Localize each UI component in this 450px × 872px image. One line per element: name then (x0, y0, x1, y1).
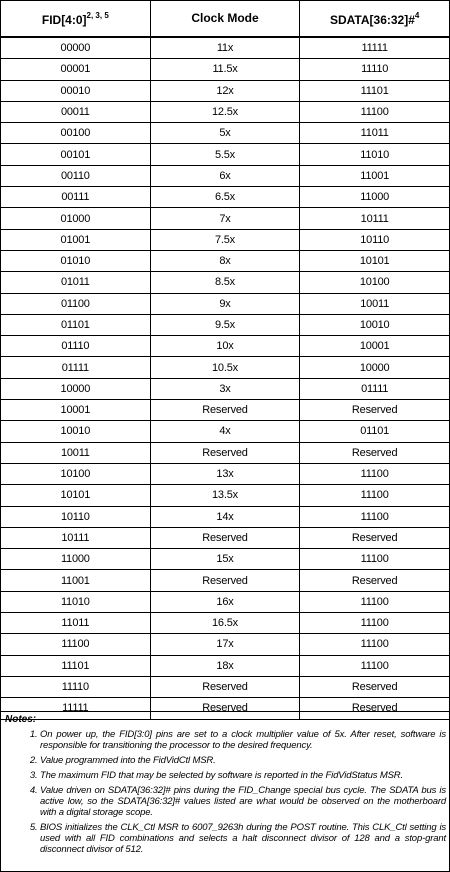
fid-cell: 01000 (1, 208, 151, 229)
clock-mode-cell: 6x (150, 165, 300, 186)
table-row (1, 485, 450, 506)
table-row (1, 676, 450, 697)
column-header-clock-mode: Clock Mode (150, 1, 300, 38)
table-row (1, 506, 450, 527)
fid-cell: 01100 (1, 293, 151, 314)
fid-cell: 11010 (1, 591, 151, 612)
note-item: 2. Value programmed into the FidVidCtl MSR. (40, 755, 446, 766)
clock-mode-cell: 10x (150, 336, 300, 357)
sdata-cell: 10010 (300, 314, 450, 335)
clock-mode-cell: 7x (150, 208, 300, 229)
table-row (1, 421, 450, 442)
fid-cell: 00001 (1, 59, 151, 80)
table-row (1, 272, 450, 293)
sdata-cell: 11001 (300, 165, 450, 186)
fid-cell: 11110 (1, 676, 151, 697)
fid-cell: 00111 (1, 187, 151, 208)
clock-mode-cell: Reserved (150, 442, 300, 463)
table-row (1, 634, 450, 655)
table-body (1, 37, 450, 719)
clock-mode-cell: 12x (150, 80, 300, 101)
clock-mode-cell: Reserved (150, 570, 300, 591)
table-row (1, 123, 450, 144)
sdata-cell: 11100 (300, 463, 450, 484)
clock-mode-cell: 8x (150, 250, 300, 271)
fid-cell: 11100 (1, 634, 151, 655)
table-row (1, 37, 450, 59)
sdata-cell: Reserved (300, 676, 450, 697)
clock-mode-cell: Reserved (150, 527, 300, 548)
clock-mode-cell: 11.5x (150, 59, 300, 80)
sdata-cell: 11100 (300, 485, 450, 506)
fid-cell: 01011 (1, 272, 151, 293)
clock-mode-cell: 5.5x (150, 144, 300, 165)
sdata-cell: Reserved (300, 442, 450, 463)
sdata-cell: 11011 (300, 123, 450, 144)
fid-cell: 01110 (1, 336, 151, 357)
column-header-sdata: SDATA[36:32]#$^4$ (300, 1, 450, 38)
sdata-cell: 10101 (300, 250, 450, 271)
table-row (1, 527, 450, 548)
table-row (1, 314, 450, 335)
clock-mode-cell: Reserved (150, 676, 300, 697)
table-row (1, 101, 450, 122)
clock-mode-cell: 15x (150, 549, 300, 570)
sdata-cell: 11100 (300, 591, 450, 612)
clock-mode-cell: 3x (150, 378, 300, 399)
fid-cell: 10100 (1, 463, 151, 484)
note-item: 3. The maximum FID that may be selected by software is reported in the FidVidStatus MSR. (40, 770, 446, 781)
fid-cell: 11000 (1, 549, 151, 570)
clock-mode-cell: 11x (150, 37, 300, 59)
table-row (1, 400, 450, 421)
sdata-cell: 11111 (300, 37, 450, 59)
note-item: 4. Value driven on SDATA[36:32]# pins during the FID_Change special bus cycle. The SDATA bus is active low, so the SDATA[36:32]# values listed are what would be observed on the motherboard with a digital storage scope. (40, 785, 446, 819)
clock-mode-cell: 13x (150, 463, 300, 484)
fid-cell: 10101 (1, 485, 151, 506)
sdata-cell: 11101 (300, 80, 450, 101)
fid-cell: 11001 (1, 570, 151, 591)
fid-cell: 00000 (1, 37, 151, 59)
sdata-cell: Reserved (300, 400, 450, 421)
clock-mode-cell: 18x (150, 655, 300, 676)
note-item: 5. BIOS initializes the CLK_Ctl MSR to 6007_9263h during the POST routine. This CLK_Ctl setting is used with all FID combinations and selects a halt disconnect divisor of 128 and a stop-grant disconnect divisor of 512. (40, 822, 446, 856)
clock-mode-cell: 13.5x (150, 485, 300, 506)
table-header-row (1, 1, 450, 38)
notes-list (5, 729, 446, 855)
clock-mode-cell: 10.5x (150, 357, 300, 378)
fid-cell: 01101 (1, 314, 151, 335)
clock-mode-cell: 9x (150, 293, 300, 314)
clock-mode-cell: Reserved (150, 698, 300, 719)
sdata-cell: 11100 (300, 655, 450, 676)
sdata-cell: Reserved (300, 570, 450, 591)
sdata-cell: 10011 (300, 293, 450, 314)
sdata-cell: 10111 (300, 208, 450, 229)
sdata-cell: 10000 (300, 357, 450, 378)
sdata-cell: 10110 (300, 229, 450, 250)
table-row (1, 144, 450, 165)
sdata-cell: 11100 (300, 634, 450, 655)
sdata-cell: Reserved (300, 527, 450, 548)
clock-mode-cell: 16x (150, 591, 300, 612)
table-row (1, 250, 450, 271)
table-row (1, 229, 450, 250)
table-row (1, 59, 450, 80)
table-row (1, 591, 450, 612)
table-row (1, 80, 450, 101)
clock-mode-cell: 5x (150, 123, 300, 144)
table-row (1, 357, 450, 378)
sdata-cell: Reserved (300, 698, 450, 719)
sdata-cell: 10001 (300, 336, 450, 357)
sdata-cell: 11100 (300, 506, 450, 527)
table-row (1, 378, 450, 399)
fid-cell: 10000 (1, 378, 151, 399)
clock-mode-cell: 6.5x (150, 187, 300, 208)
table-row (1, 165, 450, 186)
fid-cell: 01010 (1, 250, 151, 271)
table-row (1, 655, 450, 676)
clock-mode-cell: Reserved (150, 400, 300, 421)
sdata-cell: 11100 (300, 101, 450, 122)
table-row (1, 293, 450, 314)
table-row (1, 208, 450, 229)
fid-cell: 11111 (1, 698, 151, 719)
sdata-cell: 11100 (300, 613, 450, 634)
fid-cell: 01111 (1, 357, 151, 378)
fid-cell: 10110 (1, 506, 151, 527)
clock-mode-cell: 12.5x (150, 101, 300, 122)
table-row (1, 570, 450, 591)
fid-cell: 11011 (1, 613, 151, 634)
clock-mode-cell: 14x (150, 506, 300, 527)
fid-cell: 01001 (1, 229, 151, 250)
clock-mode-cell: 16.5x (150, 613, 300, 634)
sdata-cell: 11100 (300, 549, 450, 570)
fid-cell: 11101 (1, 655, 151, 676)
note-item: 1. On power up, the FID[3:0] pins are set to a clock multiplier value of 5x. After reset, software is responsible for transitioning the processor to the desired frequency. (40, 729, 446, 751)
table-row (1, 463, 450, 484)
sdata-cell: 11110 (300, 59, 450, 80)
table-row (1, 613, 450, 634)
clock-mode-cell: 9.5x (150, 314, 300, 335)
table-row (1, 442, 450, 463)
sdata-cell: 11010 (300, 144, 450, 165)
column-header-fid: FID[4:0]$^{2, 3, 5}$ (1, 1, 151, 38)
fid-cell: 10011 (1, 442, 151, 463)
fid-cell: 10111 (1, 527, 151, 548)
sdata-cell: 01101 (300, 421, 450, 442)
table-row (1, 336, 450, 357)
table-row (1, 187, 450, 208)
sdata-cell: 01111 (300, 378, 450, 399)
clock-mode-cell: 7.5x (150, 229, 300, 250)
sdata-cell: 10100 (300, 272, 450, 293)
fid-cell: 00100 (1, 123, 151, 144)
clock-mode-cell: 8.5x (150, 272, 300, 293)
clock-mode-cell: 4x (150, 421, 300, 442)
notes-section (0, 711, 450, 872)
fid-cell: 00010 (1, 80, 151, 101)
fid-cell: 00101 (1, 144, 151, 165)
fid-cell: 10010 (1, 421, 151, 442)
table-row (1, 549, 450, 570)
fid-cell: 00011 (1, 101, 151, 122)
notes-title: Notes: (5, 714, 37, 725)
fid-cell: 10001 (1, 400, 151, 421)
sdata-cell: 11000 (300, 187, 450, 208)
clock-mode-cell: 17x (150, 634, 300, 655)
fid-cell: 00110 (1, 165, 151, 186)
